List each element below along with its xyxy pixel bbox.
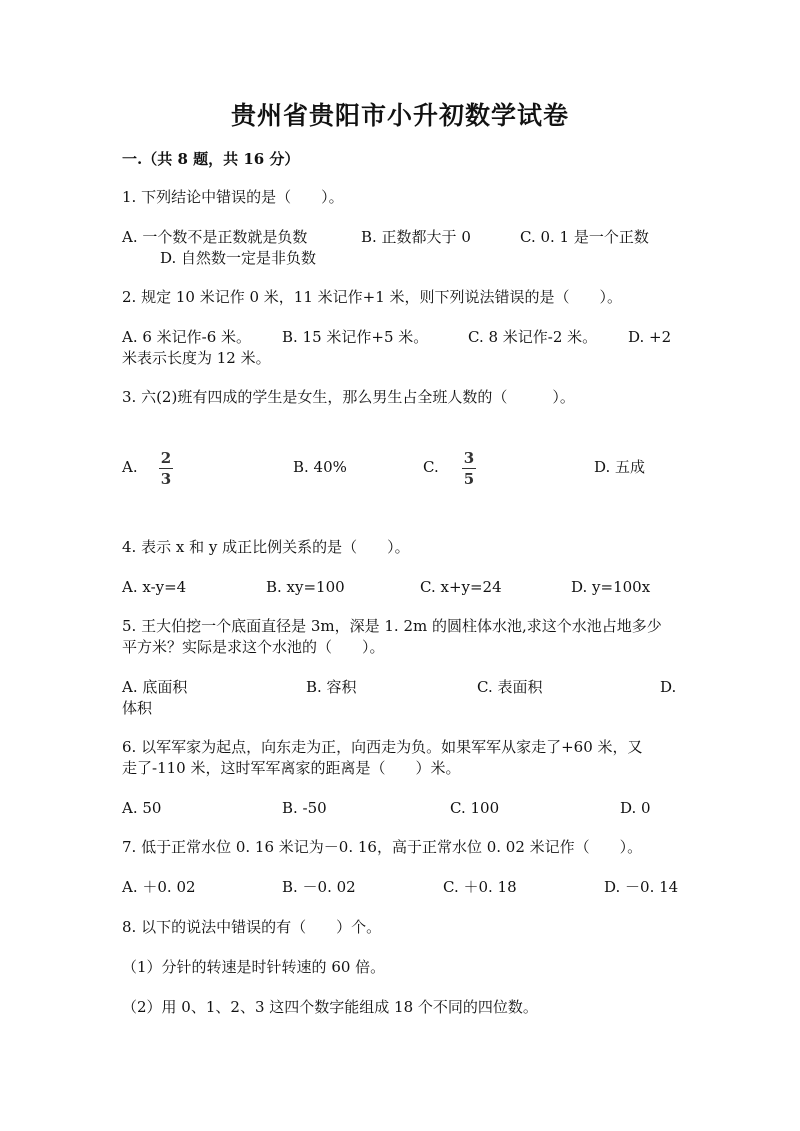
question-5-option-d: D.	[660, 678, 677, 696]
question-4-stem: 4. 表示 x 和 y 成正比例关系的是（ ）。	[122, 538, 410, 556]
question-1-option-d: D. 自然数一定是非负数	[160, 249, 317, 267]
question-6-option-c: C. 100	[450, 799, 500, 817]
question-6-stem-line-2: 走了-110 米，这时军军离家的距离是（ ）米。	[122, 759, 461, 777]
question-1-option-a: A. 一个数不是正数就是负数	[122, 228, 308, 246]
question-3-option-b: B. 40%	[293, 458, 347, 476]
question-7-option-b: B. －0. 02	[282, 878, 356, 896]
question-2-option-c: C. 8 米记作-2 米。	[468, 328, 598, 346]
section-heading: 一.（共 8 题，共 16 分）	[122, 150, 300, 168]
question-6-option-b: B. -50	[282, 799, 327, 817]
question-4-option-b: B. xy=100	[266, 578, 345, 596]
fraction-numerator: 2	[160, 449, 172, 467]
question-6-option-a: A. 50	[122, 799, 162, 817]
question-2-option-d-continued: 米表示长度为 12 米。	[122, 349, 271, 367]
question-2-option-a: A. 6 米记作-6 米。	[122, 328, 252, 346]
question-5-option-a: A. 底面积	[122, 678, 188, 696]
question-3-option-c-label: C.	[423, 458, 439, 476]
question-6-option-d: D. 0	[620, 799, 651, 817]
question-7-option-c: C. ＋0. 18	[443, 878, 517, 896]
page-title: 贵州省贵阳市小升初数学试卷	[230, 101, 569, 130]
question-8-statement-2: （2）用 0、1、2、3 这四个数字能组成 18 个不同的四位数。	[122, 998, 538, 1016]
question-3-option-a-label: A.	[122, 458, 138, 476]
question-3-option-a-fraction	[158, 450, 174, 487]
question-2-option-b: B. 15 米记作+5 米。	[282, 328, 429, 346]
question-8-stem: 8. 以下的说法中错误的有（ ）个。	[122, 918, 382, 936]
fraction-denominator: 5	[463, 470, 475, 488]
question-5-stem-line-1: 5. 王大伯挖一个底面直径是 3m，深是 1. 2m 的圆柱体水池,求这个水池占地多少	[122, 617, 662, 635]
fraction-numerator: 3	[463, 449, 475, 467]
question-3-stem: 3. 六(2)班有四成的学生是女生，那么男生占全班人数的（ ）。	[122, 388, 575, 406]
question-7-option-a: A. ＋0. 02	[122, 878, 196, 896]
question-1-option-c: C. 0. 1 是一个正数	[520, 228, 649, 246]
question-5-option-b: B. 容积	[306, 678, 357, 696]
question-4-option-a: A. x-y=4	[122, 578, 187, 596]
question-1-stem: 1. 下列结论中错误的是（ ）。	[122, 188, 344, 206]
question-5-stem-line-2: 平方米？实际是求这个水池的（ ）。	[122, 638, 385, 656]
question-7-stem: 7. 低于正常水位 0. 16 米记为－0. 16，高于正常水位 0. 02 米记作（ ）。	[122, 838, 643, 856]
question-5-option-d-continued: 体积	[122, 699, 153, 717]
question-3-option-d: D. 五成	[594, 458, 646, 476]
question-6-stem-line-1: 6. 以军军家为起点，向东走为正，向西走为负。如果军军从家走了+60 米，又	[122, 738, 643, 756]
question-7-option-d: D. －0. 14	[604, 878, 679, 896]
fraction-denominator: 3	[160, 470, 172, 488]
fraction-bar	[159, 468, 173, 469]
question-2-stem: 2. 规定 10 米记作 0 米，11 米记作+1 米，则下列说法错误的是（ ）。	[122, 288, 623, 306]
question-1-option-b: B. 正数都大于 0	[361, 228, 471, 246]
question-4-option-d: D. y=100x	[571, 578, 651, 596]
question-4-option-c: C. x+y=24	[420, 578, 502, 596]
question-3-option-c-fraction	[461, 450, 477, 487]
fraction-bar	[462, 468, 476, 469]
question-8-statement-1: （1）分针的转速是时针转速的 60 倍。	[122, 958, 386, 976]
question-2-option-d: D. +2	[628, 328, 672, 346]
question-5-option-c: C. 表面积	[477, 678, 543, 696]
